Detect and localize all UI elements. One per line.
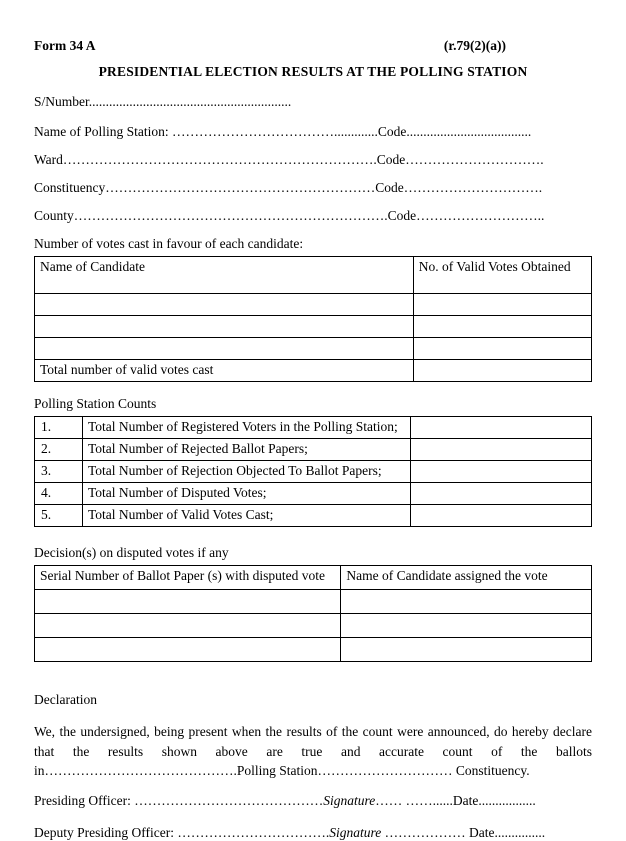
total-valid-votes-label: Total number of valid votes cast [35, 360, 414, 382]
count-row-value[interactable] [411, 439, 592, 461]
assigned-candidate-cell[interactable] [341, 590, 592, 614]
table-row[interactable] [35, 590, 592, 614]
candidate-votes-cell[interactable] [413, 294, 591, 316]
count-row-number: 5. [35, 505, 83, 527]
table-row[interactable] [35, 294, 592, 316]
candidate-name-header: Name of Candidate [35, 257, 414, 294]
candidate-name-cell[interactable] [35, 338, 414, 360]
count-row-description: Total Number of Rejection Objected To Ballot Papers; [83, 461, 411, 483]
candidate-name-cell[interactable] [35, 316, 414, 338]
polling-station-counts-label: Polling Station Counts [34, 396, 157, 411]
disputed-votes-table [34, 565, 592, 662]
field-constituency: Constituency……………………………………………………Code…………………………. [34, 180, 543, 195]
table-row[interactable] [35, 439, 592, 461]
presiding-officer-suffix: …… ……......Date................. [375, 792, 536, 808]
count-row-value[interactable] [411, 417, 592, 439]
count-row-value[interactable] [411, 483, 592, 505]
presiding-officer-signature-label: Signature [323, 792, 376, 808]
count-row-value[interactable] [411, 461, 592, 483]
table-total-row[interactable] [35, 360, 592, 382]
total-valid-votes-value[interactable] [413, 360, 591, 382]
deputy-presiding-officer-prefix: Deputy Presiding Officer: ……………………………. [34, 824, 330, 840]
ballot-serial-cell[interactable] [35, 614, 341, 638]
field-polling-station-name: Name of Polling Station: ……………………………….............Code..................................... [34, 124, 532, 139]
field-serial-number: S/Number............................................................ [34, 94, 292, 109]
table-row[interactable] [35, 338, 592, 360]
count-row-description: Total Number of Valid Votes Cast; [83, 505, 411, 527]
count-row-description: Total Number of Disputed Votes; [83, 483, 411, 505]
count-row-value[interactable] [411, 505, 592, 527]
table-row[interactable] [35, 505, 592, 527]
ballot-serial-header: Serial Number of Ballot Paper (s) with disputed vote [35, 566, 341, 590]
count-row-number: 4. [35, 483, 83, 505]
assigned-candidate-cell[interactable] [341, 614, 592, 638]
count-row-number: 2. [35, 439, 83, 461]
regulation-reference: (r.79(2)(a)) [443, 38, 506, 53]
declaration-text: We, the undersigned, being present when the results of the count were announced, do hereby declare that the results shown above are true and accurate count of the ballots in…………………………………….Polling Station………………………… Constituency. [34, 724, 592, 779]
deputy-presiding-officer-suffix: ……………… Date............... [381, 824, 546, 840]
count-row-number: 3. [35, 461, 83, 483]
declaration-heading: Declaration [34, 692, 97, 707]
page-title: PRESIDENTIAL ELECTION RESULTS AT THE POLLING STATION [98, 64, 528, 79]
count-row-description: Total Number of Registered Voters in the Polling Station; [83, 417, 411, 439]
table-row[interactable] [35, 638, 592, 662]
table-header-row [35, 257, 592, 294]
document-header [34, 38, 592, 54]
table-row[interactable] [35, 461, 592, 483]
disputed-votes-label: Decision(s) on disputed votes if any [34, 545, 229, 560]
table-row[interactable] [35, 417, 592, 439]
candidates-votes-table [34, 256, 592, 382]
deputy-presiding-officer-line [34, 825, 592, 841]
table-header-row [35, 566, 592, 590]
candidate-name-cell[interactable] [35, 294, 414, 316]
field-ward: Ward…………………………………………………………….Code…………………………. [34, 152, 544, 167]
candidate-votes-cell[interactable] [413, 338, 591, 360]
presiding-officer-line [34, 793, 592, 809]
field-county: County…………………………………………………………….Code……………………….. [34, 208, 545, 223]
polling-station-counts-table [34, 416, 592, 527]
candidates-section-label: Number of votes cast in favour of each candidate: [34, 236, 304, 251]
assigned-candidate-header: Name of Candidate assigned the vote [341, 566, 592, 590]
table-row[interactable] [35, 316, 592, 338]
count-row-description: Total Number of Rejected Ballot Papers; [83, 439, 411, 461]
candidate-votes-cell[interactable] [413, 316, 591, 338]
presiding-officer-prefix: Presiding Officer: …………………………………… [34, 792, 324, 808]
count-row-number: 1. [35, 417, 83, 439]
ballot-serial-cell[interactable] [35, 590, 341, 614]
table-row[interactable] [35, 614, 592, 638]
table-row[interactable] [35, 483, 592, 505]
assigned-candidate-cell[interactable] [341, 638, 592, 662]
valid-votes-header: No. of Valid Votes Obtained [413, 257, 591, 294]
form-number: Form 34 A [34, 38, 96, 53]
ballot-serial-cell[interactable] [35, 638, 341, 662]
deputy-presiding-officer-signature-label: Signature [329, 824, 382, 840]
